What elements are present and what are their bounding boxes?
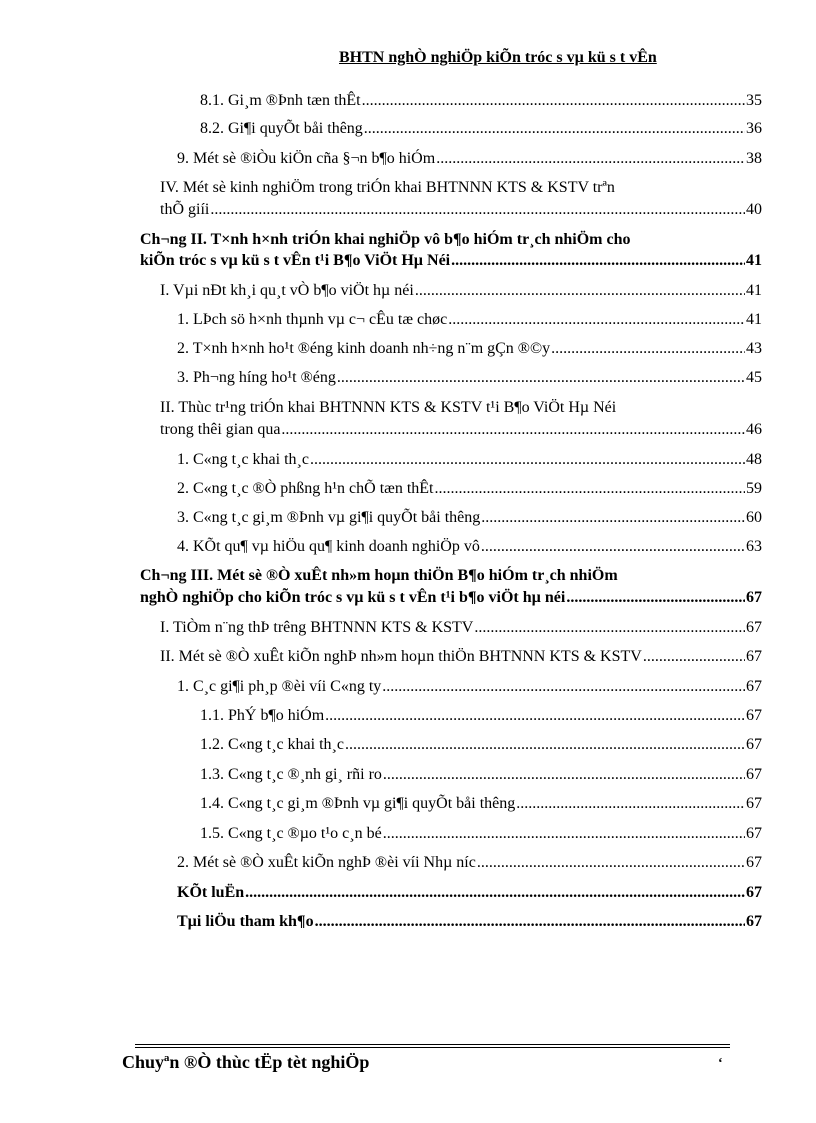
toc-entry-title: 1. C«ng t¸c khai th¸c xyxy=(177,451,309,468)
dot-leader xyxy=(245,883,745,902)
footer-rule-bottom xyxy=(135,1047,730,1048)
dot-leader xyxy=(362,91,745,110)
toc-entry-page: 67 xyxy=(746,766,762,783)
toc-entry-page: 67 xyxy=(746,678,762,695)
toc-entry-page: 67 xyxy=(746,589,762,606)
toc-entry[interactable] xyxy=(177,339,762,358)
dot-leader xyxy=(382,677,745,696)
toc-entry-title: 2. T×nh h×nh ho¹t ®éng kinh doanh nh÷ng n¨m gÇn ®©y xyxy=(177,340,551,357)
toc-entry-title: 1.4. C«ng t¸c gi¸m ®Þnh vµ gi¶i quyÕt båi thêng xyxy=(200,795,516,812)
toc-entry-first-line: IV. Mét sè kinh nghiÖm trong triÓn khai BHTNNN KTS & KSTV trªn xyxy=(160,179,615,196)
dot-leader xyxy=(383,824,745,843)
toc-entry-title: I. Vµi nÐt kh¸i qu¸t vÒ b¶o viÖt hµ néi xyxy=(160,282,414,299)
running-header: BHTN nghÒ nghiÖp kiÕn tróc s vµ kü s t vÊn xyxy=(339,49,657,66)
dot-leader xyxy=(474,618,745,637)
dot-leader xyxy=(337,368,745,387)
dot-leader xyxy=(566,588,745,607)
dot-leader xyxy=(435,479,746,498)
toc-entry[interactable] xyxy=(160,420,762,439)
toc-entry-title: I. TiÒm n¨ng thÞ trêng BHTNNN KTS & KSTV xyxy=(160,619,474,636)
toc-entry-page: 48 xyxy=(746,451,762,468)
toc-entry-page: 40 xyxy=(746,201,762,218)
dot-leader xyxy=(364,119,745,138)
dot-leader xyxy=(310,450,745,469)
toc-entry[interactable] xyxy=(160,200,762,219)
toc-entry-page: 63 xyxy=(746,538,762,555)
toc-entry-title: trong thêi gian qua xyxy=(160,421,281,438)
toc-entry-title: II. Mét sè ®Ò xuÊt kiÕn nghÞ nh»m hoµn thiÖn BHTNNN KTS & KSTV xyxy=(160,648,642,665)
toc-entry-page: 59 xyxy=(746,480,762,497)
toc-entry-page: 36 xyxy=(746,120,762,137)
toc-entry-page: 67 xyxy=(746,884,762,901)
toc-entry-page: 43 xyxy=(746,340,762,357)
dot-leader xyxy=(516,794,745,813)
dot-leader xyxy=(451,251,745,270)
toc-entry[interactable] xyxy=(200,735,762,754)
toc-entry-page: 38 xyxy=(746,150,762,167)
toc-entry[interactable] xyxy=(177,149,762,168)
toc-entry-page: 41 xyxy=(746,282,762,299)
toc-entry-title: 9. Mét sè ®iÒu kiÖn cña §¬n b¶o hiÓm xyxy=(177,150,436,167)
toc-entry-title: 2. C«ng t¸c ®Ò phßng h¹n chÕ tæn thÊt xyxy=(177,480,434,497)
toc-entry[interactable] xyxy=(200,91,762,110)
toc-entry[interactable] xyxy=(200,706,762,725)
toc-entry-title: Tµi liÖu tham kh¶o xyxy=(177,913,314,930)
toc-entry-page: 67 xyxy=(746,913,762,930)
toc-entry-title: 3. Ph¬ng híng ho¹t ®éng xyxy=(177,369,336,386)
toc-entry-title: 3. C«ng t¸c gi¸m ®Þnh vµ gi¶i quyÕt båi thêng xyxy=(177,509,481,526)
toc-entry-title: kiÕn tróc s vµ kü s t vÊn t¹i B¶o ViÖt Hµ Néi xyxy=(140,252,451,269)
toc-entry[interactable] xyxy=(160,647,762,666)
toc-entry[interactable] xyxy=(177,508,762,527)
toc-entry-title: 8.1. Gi¸m ®Þnh tæn thÊt xyxy=(200,92,361,109)
footer-page-mark: ‘ xyxy=(718,1056,723,1071)
dot-leader xyxy=(315,912,745,931)
toc-entry-title: 1. C¸c gi¶i ph¸p ®èi víi C«ng ty xyxy=(177,678,382,695)
dot-leader xyxy=(448,310,745,329)
toc-entry-title: nghÒ nghiÖp cho kiÕn tróc s vµ kü s t vÊn t¹i b¶o viÖt hµ néi xyxy=(140,589,566,606)
dot-leader xyxy=(281,420,745,439)
footer-title: Chuyªn ®Ò thùc tËp tèt nghiÖp xyxy=(122,1052,370,1072)
toc-entry-first-line: II. Thùc tr¹ng triÓn khai BHTNNN KTS & KSTV t¹i B¶o ViÖt Hµ Néi xyxy=(160,399,617,416)
toc-entry-title: KÕt luËn xyxy=(177,884,245,901)
toc-entry-title: 1.1. PhÝ b¶o hiÓm xyxy=(200,707,325,724)
toc-entry[interactable] xyxy=(200,824,762,843)
dot-leader xyxy=(325,706,745,725)
toc-entry[interactable] xyxy=(200,765,762,784)
chapter-heading-first-line: Ch¬ng II. T×nh h×nh triÓn khai nghiÖp vô b¶o hiÓm tr¸ch nhiÖm cho xyxy=(140,231,631,248)
toc-entry-page: 41 xyxy=(746,311,762,328)
toc-entry-page: 67 xyxy=(746,619,762,636)
dot-leader xyxy=(436,149,745,168)
toc-entry-conclusion[interactable] xyxy=(177,883,762,902)
toc-entry[interactable] xyxy=(177,677,762,696)
toc-entry[interactable] xyxy=(200,794,762,813)
toc-entry-title: thÕ giíi xyxy=(160,201,210,218)
toc-entry-title: 4. KÕt qu¶ vµ hiÖu qu¶ kinh doanh nghiÖp vô xyxy=(177,538,480,555)
toc-entry-title: 8.2. Gi¶i quyÕt båi thêng xyxy=(200,120,363,137)
toc-entry-page: 67 xyxy=(746,825,762,842)
toc-entry-references[interactable] xyxy=(177,912,762,931)
toc-entry-title: 1.2. C«ng t¸c khai th¸c xyxy=(200,736,344,753)
toc-entry-page: 67 xyxy=(746,736,762,753)
toc-entry[interactable] xyxy=(177,450,762,469)
toc-entry[interactable] xyxy=(160,281,762,300)
dot-leader xyxy=(345,735,745,754)
toc-entry-page: 67 xyxy=(746,648,762,665)
toc-entry-page: 60 xyxy=(746,509,762,526)
dot-leader xyxy=(643,647,745,666)
toc-entry-chapter[interactable] xyxy=(140,251,762,270)
toc-entry-page: 46 xyxy=(746,421,762,438)
footer-rule-top xyxy=(135,1044,730,1045)
dot-leader xyxy=(415,281,745,300)
toc-entry-page: 67 xyxy=(746,707,762,724)
dot-leader xyxy=(481,537,745,556)
chapter-heading-first-line: Ch¬ng III. Mét sè ®Ò xuÊt nh»m hoµn thiÖn B¶o hiÓm tr¸ch nhiÖm xyxy=(140,567,618,584)
dot-leader xyxy=(383,765,745,784)
toc-entry[interactable] xyxy=(177,537,762,556)
toc-entry-title: 1.3. C«ng t¸c ®¸nh gi¸ rñi ro xyxy=(200,766,382,783)
toc-entry[interactable] xyxy=(200,119,762,138)
dot-leader xyxy=(481,508,745,527)
toc-entry-page: 41 xyxy=(746,252,762,269)
toc-entry-title: 2. Mét sè ®Ò xuÊt kiÕn nghÞ ®èi víi Nhµ níc xyxy=(177,854,476,871)
toc-entry[interactable] xyxy=(177,368,762,387)
toc-entry[interactable] xyxy=(160,618,762,637)
toc-entry-title: 1.5. C«ng t¸c ®µo t¹o c¸n bé xyxy=(200,825,382,842)
toc-entry-page: 45 xyxy=(746,369,762,386)
dot-leader xyxy=(551,339,745,358)
dot-leader xyxy=(210,200,745,219)
toc-entry-page: 67 xyxy=(746,795,762,812)
toc-entry-chapter[interactable] xyxy=(140,588,762,607)
toc-entry-page: 35 xyxy=(746,92,762,109)
toc-entry-page: 67 xyxy=(746,854,762,871)
dot-leader xyxy=(477,853,745,872)
toc-entry[interactable] xyxy=(177,310,762,329)
toc-entry-title: 1. LÞch sö h×nh thµnh vµ c¬ cÊu tæ chøc xyxy=(177,311,448,328)
toc-entry[interactable] xyxy=(177,479,762,498)
toc-entry[interactable] xyxy=(177,853,762,872)
